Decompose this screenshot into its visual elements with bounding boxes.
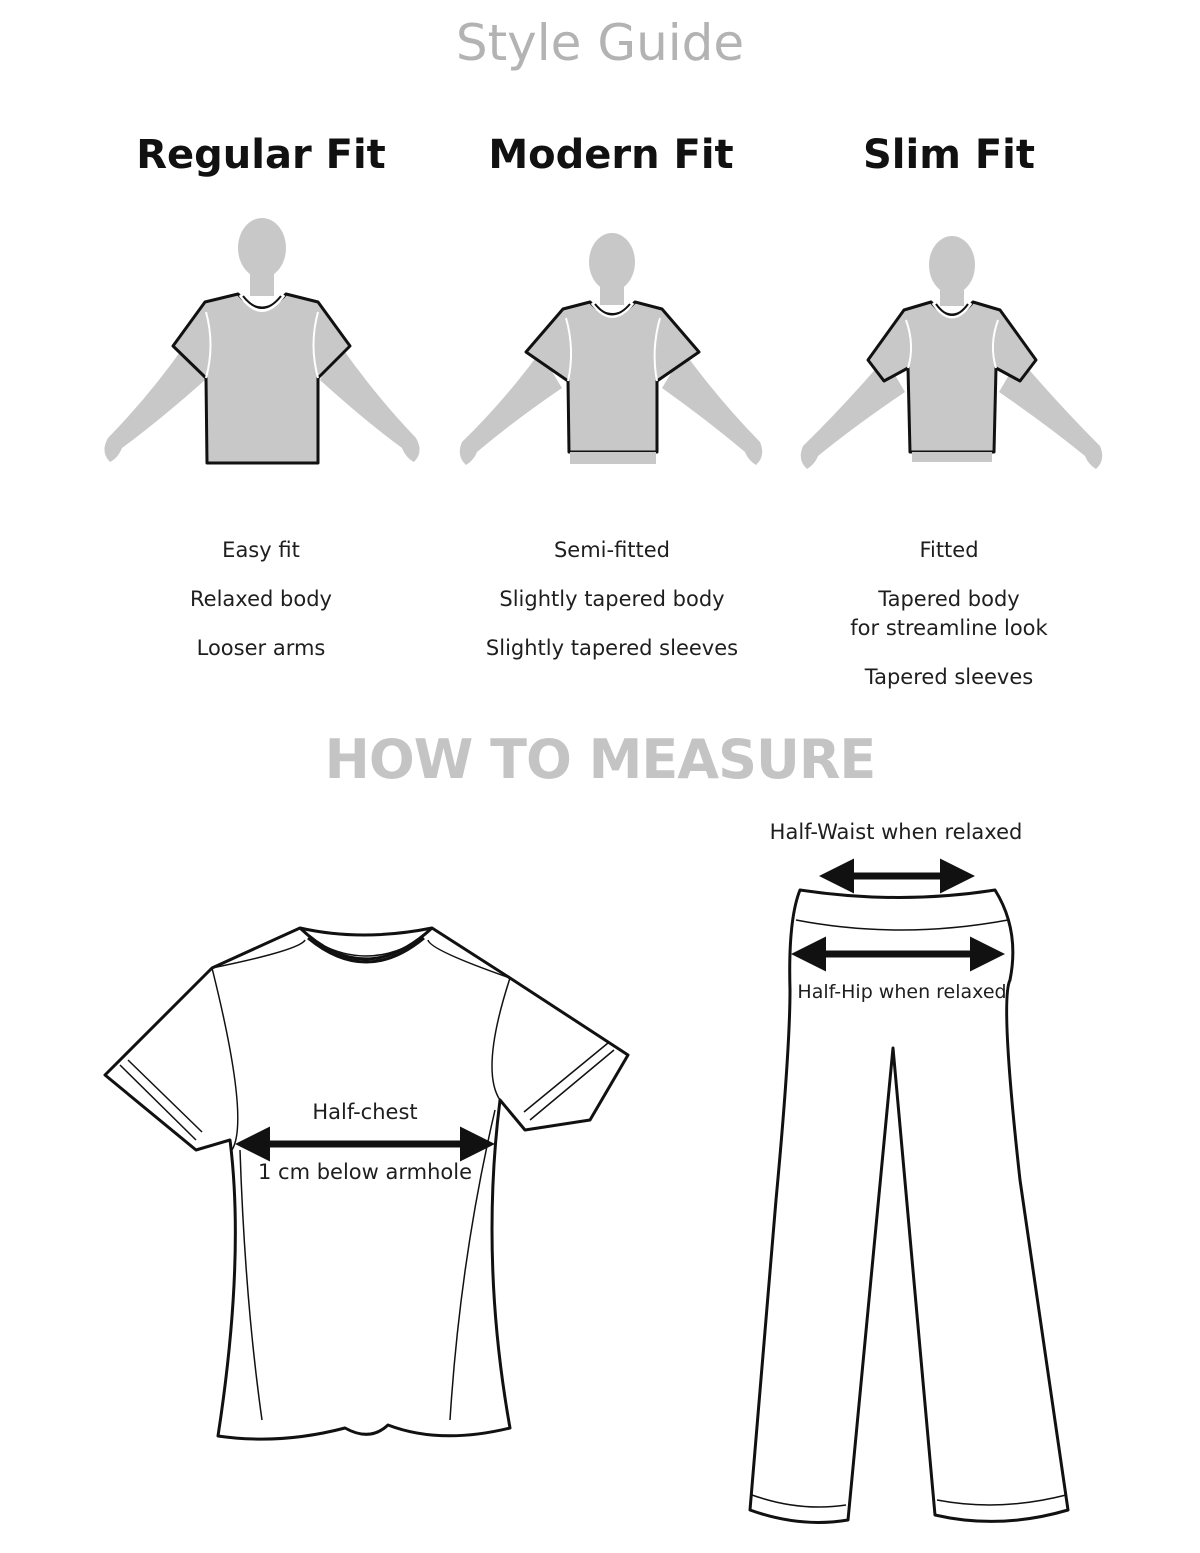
desc-line: Looser arms: [196, 636, 326, 660]
desc-line: Fitted: [919, 538, 979, 562]
desc-line: Slightly tapered body: [499, 587, 725, 611]
page-title: Style Guide: [455, 14, 745, 72]
regular-fit-figure: [104, 218, 419, 463]
modern-fit-title: Modern Fit: [488, 132, 734, 178]
desc-line: for streamline look: [850, 616, 1048, 640]
slim-fit-figure: [801, 236, 1103, 469]
modern-fit-figure: [460, 233, 763, 465]
half-waist-label: Half-Waist when relaxed: [769, 820, 1023, 844]
desc-line: Tapered body: [878, 587, 1020, 611]
below-armhole-label: 1 cm below armhole: [258, 1160, 472, 1184]
desc-line: Semi-fitted: [553, 538, 671, 562]
regular-fit-title: Regular Fit: [136, 132, 386, 178]
half-hip-label: Half-Hip when relaxed: [797, 981, 1007, 1003]
desc-line: Slightly tapered sleeves: [485, 636, 739, 660]
slim-fit-title: Slim Fit: [863, 132, 1035, 178]
desc-line: Relaxed body: [190, 587, 332, 611]
regular-fit-description: [61, 536, 461, 663]
half-chest-label: Half-chest: [312, 1100, 418, 1124]
desc-line: Tapered sleeves: [864, 665, 1034, 689]
how-to-measure-title: HOW TO MEASURE: [324, 728, 876, 791]
desc-line: Easy fit: [222, 538, 300, 562]
slim-fit-description: [749, 536, 1149, 692]
